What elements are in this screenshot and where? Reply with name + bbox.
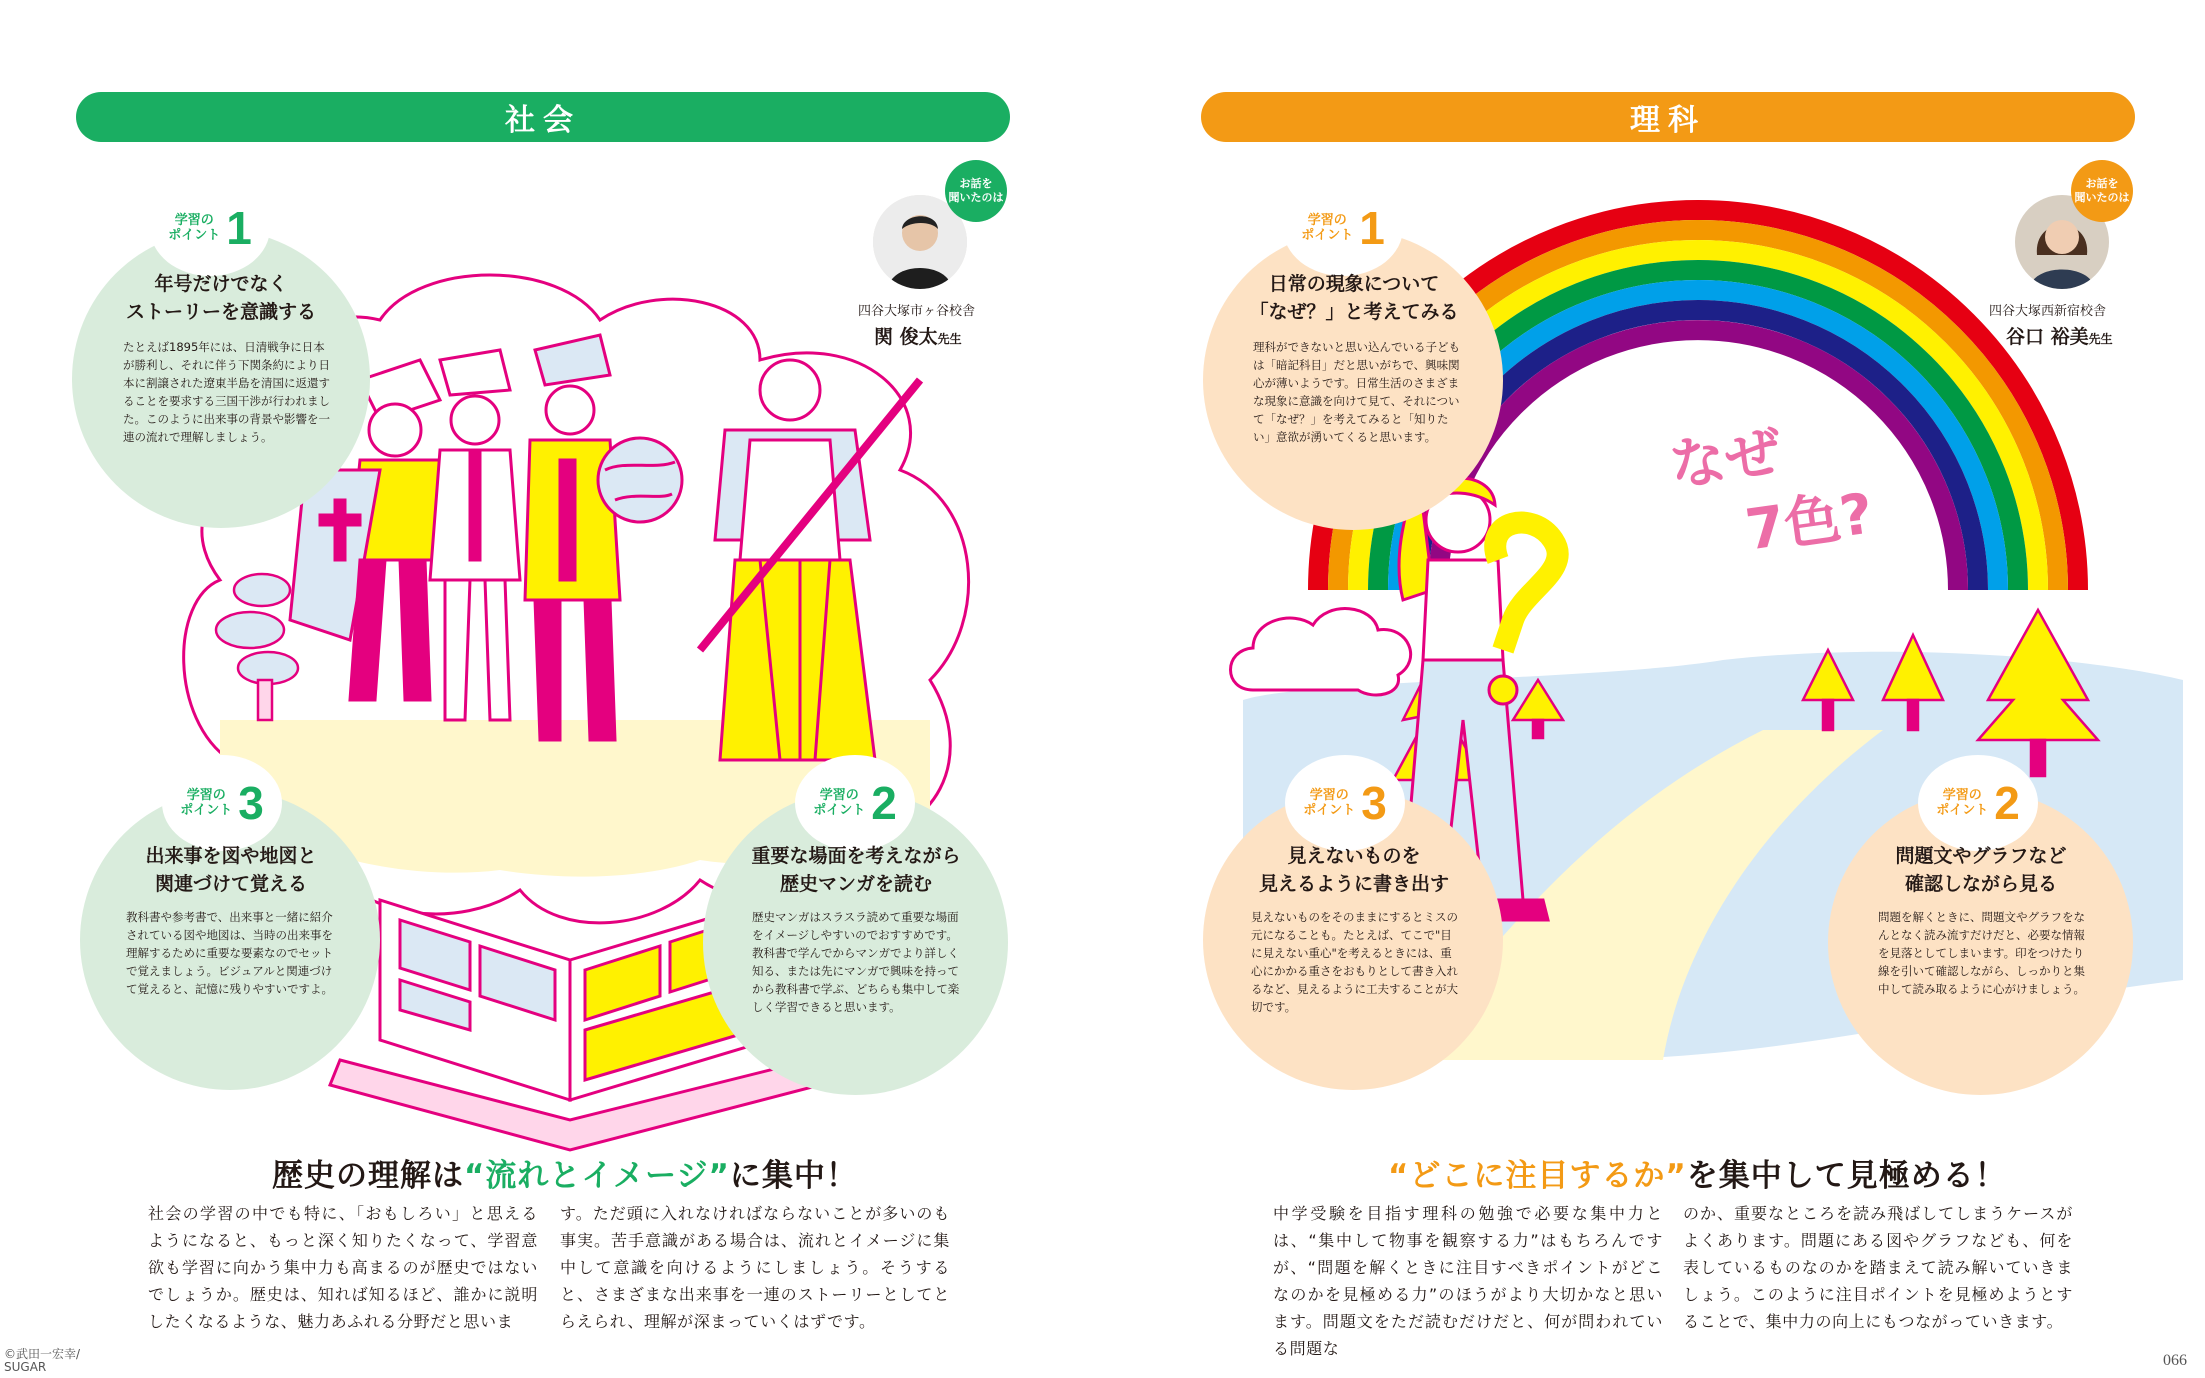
point-label: 学習の ポイント bbox=[813, 788, 866, 818]
body-column-1: 中学受験を目指す理科の勉強で必要な集中力とは、“集中して物事を観察する力”はもちろんですが、“問題を解くときに注目すべきポイントがどこなのかを見極める力”のほうがより大切かなと思います。問題文をただ読むだけだと、何が問われている問題な bbox=[1273, 1204, 1663, 1358]
teacher-name-text: 谷口 裕美 bbox=[2006, 326, 2089, 348]
body-column-2: のか、重要なところを読み飛ばしてしまうケースがよくあります。問題にある図やグラフなども、何を表しているものなのかを踏まえて読み解いていきましょう。このように注目ポイントを見極めようとすることで、集中力の向上にもつながっていきます。 bbox=[1683, 1204, 2073, 1331]
point-number: 3 bbox=[1361, 777, 1387, 829]
teacher-honorific: 先生 bbox=[937, 332, 962, 346]
point-label: 学習の ポイント bbox=[180, 788, 233, 818]
body-column-1: 社会の学習の中でも特に、「おもしろい」と思えるようになると、もっと深く知りたくなって、学習意欲も学習に向かう集中力も高まるのが歴史ではないでしょうか。歴史は、知れば知るほど、誰かに説明したくなるような、魅力あふれる分野だと思いま bbox=[148, 1204, 538, 1331]
point-body: 問題を解くときに、問題文やグラフをなんとなく読み流すだけだと、必要な情報を見落としてしまいます。印をつけたり線を引いて確認しながら、しっかりと集中して読み取るように心がけましょう。 bbox=[1878, 910, 2085, 996]
point-number: 1 bbox=[226, 202, 252, 254]
point-badge-3 bbox=[1285, 755, 1405, 851]
teacher-school: 四谷大塚市ヶ谷校舎 bbox=[858, 304, 976, 319]
point-number: 2 bbox=[1994, 777, 2020, 829]
page-number: 066 bbox=[2163, 1352, 2187, 1369]
point-title: 年号だけでなく ストーリーを意識する bbox=[125, 273, 316, 323]
teacher-name bbox=[2006, 322, 2113, 349]
illustration-text-naze: なぜ bbox=[1665, 419, 1786, 500]
headline-highlight: “流れとイメージ” bbox=[464, 1158, 730, 1194]
headline-after: を集中して見極める！ bbox=[1686, 1158, 2007, 1194]
headline-after: に集中！ bbox=[729, 1158, 858, 1194]
point-badge-1 bbox=[1283, 180, 1403, 276]
point-badge-1 bbox=[150, 180, 270, 276]
point-title: 出来事を図や地図と 関連づけて覚える bbox=[145, 845, 317, 895]
headline-before: 歴史の理解は bbox=[272, 1158, 464, 1194]
point-body: 見えないものをそのままにするとミスの元になることも。たとえば、てこで"目に見えない重心"を考えるときには、重心にかかる重さをおもりとして書き入れるなど、見えるように工夫することが大切です。 bbox=[1251, 910, 1458, 1014]
cloud bbox=[1231, 609, 1411, 695]
point-body: 理科ができないと思い込んでいる子どもは「暗記科目」だと思いがちで、興味関心が薄いようです。日常生活のさまざまな現象に意識を向けて見て、それについて「なぜ？」を考えてみると「知りたい」意欲が湧いてくると思います。 bbox=[1253, 340, 1460, 444]
point-body: たとえば1895年には、日清戦争に日本が勝利し、それに伴う下関条約により日本に割譲された遼東半島を清国に返還することを要求する三国干渉が行われました。このように出来事の背景や影響を一連の流れで理解しましょう。 bbox=[123, 340, 330, 444]
point-label: 学習の ポイント bbox=[1936, 788, 1989, 818]
point-title: 問題文やグラフなど 確認しながら見る bbox=[1895, 845, 2067, 895]
point-title: 重要な場面を考えながら 歴史マンガを読む bbox=[751, 845, 961, 895]
headline bbox=[1388, 1150, 2007, 1195]
point-number: 3 bbox=[238, 777, 264, 829]
teacher-name-text: 関 俊太 bbox=[874, 326, 938, 348]
point-number: 2 bbox=[871, 777, 897, 829]
teacher-honorific: 先生 bbox=[2088, 332, 2113, 346]
illustration-credit: ©武田一宏幸/ SUGAR bbox=[4, 1347, 81, 1374]
point-badge-3 bbox=[162, 755, 282, 851]
point-title: 日常の現象について 「なぜ？」と考えてみる bbox=[1249, 273, 1459, 323]
point-badge-2 bbox=[795, 755, 915, 851]
teacher-school: 四谷大塚西新宿校舎 bbox=[1989, 304, 2107, 319]
teacher-ask-badge: お話を 聞いたのは bbox=[2071, 160, 2133, 222]
social-studies-page bbox=[0, 0, 1102, 1378]
science-page bbox=[1103, 0, 2205, 1378]
body-column-2: す。ただ頭に入れなければならないことが多いのも事実。苦手意識がある場合は、流れとイメージに集中して意識を向けるようにしましょう。そうすると、さまざまな出来事を一連のストーリーとしてとらえられ、理解が深まっていくはずです。 bbox=[560, 1204, 950, 1331]
section-banner-science: 理科 bbox=[1201, 92, 2135, 142]
point-title: 見えないものを 見えるように書き出す bbox=[1258, 845, 1449, 895]
teacher-name bbox=[874, 322, 962, 349]
point-body: 教科書や参考書で、出来事と一緒に紹介されている図や地図は、当時の出来事を理解するために重要な要素なのでセットで覚えましょう。ビジュアルと関連づけて覚えると、記憶に残りやすいですよ。 bbox=[126, 910, 333, 996]
point-label: 学習の ポイント bbox=[168, 213, 221, 243]
point-badge-2 bbox=[1918, 755, 2038, 851]
point-label: 学習の ポイント bbox=[1303, 788, 1356, 818]
section-banner-social: 社会 bbox=[76, 92, 1010, 142]
point-label: 学習の ポイント bbox=[1301, 213, 1354, 243]
point-number: 1 bbox=[1359, 202, 1385, 254]
teacher-ask-badge: お話を 聞いたのは bbox=[945, 160, 1007, 222]
illustration-text-nanairo: 7色? bbox=[1741, 481, 1877, 564]
headline bbox=[272, 1150, 858, 1195]
headline-highlight: “どこに注目するか” bbox=[1388, 1158, 1687, 1194]
point-body: 歴史マンガはスラスラ読めて重要な場面をイメージしやすいのでおすすめです。教科書で学んでからマンガでより詳しく知る、または先にマンガで興味を持ってから教科書で学ぶ、どちらも集中して楽しく学習できると思います。 bbox=[752, 910, 960, 1014]
